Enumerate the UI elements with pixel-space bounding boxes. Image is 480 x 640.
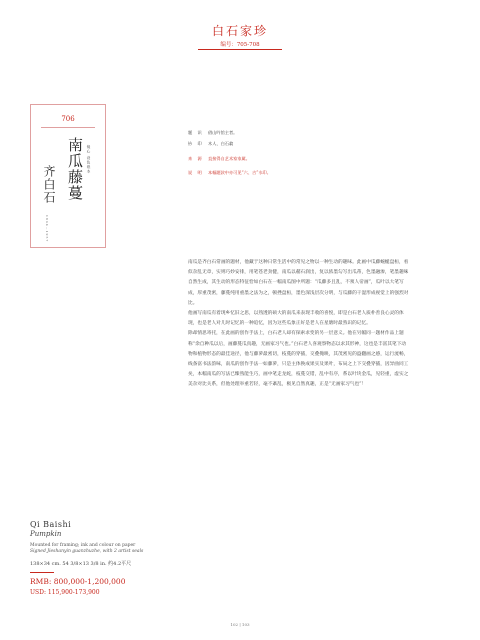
essay-paragraph: 他画写南瓜有着现乡忆旧之思，以熟透的硕大的南瓜来表现丰收的喜悦，即是白石老人质朴善良心灵的体现，也是老人对儿时记忆的一种追忆，因为这些瓜象正好是老人在星塘时最熟识的记忆。	[188, 311, 404, 327]
plate-dates: 1864－1957	[45, 215, 49, 243]
english-artist: Qi Baishi	[30, 520, 72, 529]
essay	[188, 258, 410, 391]
english-medium: Mounted for framing; ink and colour on paper Signed Jieshanyin guanzhuzhe, with 2 artist seals	[30, 543, 144, 554]
estimate-rule	[30, 572, 54, 573]
lot-number: 706	[61, 115, 75, 123]
plate-medium: 镜心 设色纸本	[87, 145, 91, 175]
plate-rule	[41, 127, 95, 128]
header-rule	[198, 49, 282, 50]
estimate-rmb: RMB: 800,000-1,200,000	[30, 577, 126, 586]
essay-paragraph: 南瓜是齐白石常画的题材，他藏于这种日常生活中的常见之物以一种生动的趣味。此画中瓜藤蜿蜒盘桓，看似杂乱无章，实则巧妙安排，用笔苍老劲健，南瓜以赭石润出，复以浓墨勾写出瓜蒂，色墨融渗，笔墨趣味自然生成，其生动的形态特征恰如白石在一幅南瓜图中所题：“瓜藤多且乱，不须人帝画”，瓜叶以大笔写成，厚重茂密，藤蔓纯用重墨之法为之，顿挫盘桓，墨色深浅层次分明，与瓜藤的干湿形成视觉上的强烈对比。	[188, 260, 409, 306]
header-subtitle: 编号：705-708	[220, 42, 260, 48]
meta-note: 说 明 本幅题款中亦可见“六、吉”水印。	[188, 170, 271, 175]
page-number: 102 | 103	[230, 622, 250, 627]
lot-title-plate	[30, 104, 106, 248]
meta-inscription: 题 识 借山吟馆主者。	[188, 130, 238, 135]
plate-title: 南瓜藤蔓	[66, 137, 84, 201]
meta-provenance: 来 源 直接得自艺术家家属。	[188, 156, 250, 161]
english-title: Pumpkin	[30, 530, 62, 538]
header-title: 白石家珍	[211, 24, 268, 38]
plate-artist: 齐白石	[42, 165, 56, 204]
meta-seals: 钤 印 木人、白石翁	[188, 141, 234, 146]
english-size: 138×34 cm. 54 3/8×13 3/8 in. 约4.2平尺	[30, 561, 132, 567]
essay-paragraph: 除却情思寄托，在此画的创作手法上，白石老人却有探索求变的另一层意义。他在另幅同一题材作品上题称“余自种瓜以后，画藤蔓瓜真趣，无画家习气也。”白石老人喜观察物态以求其形神，这也是丰富其笔下动物和植物形态的最佳途径，他与藤萝最密切，枝蔓的穿插，交叠掩映，其茂密见的盎翻画之感，运行流畅，线条富书法韵味，南瓜的创作手法一如藤萝，只是主体换成果实及果叶，布局之上下交叠穿插，因异曲同工矣，本幅南瓜的写法已臻熟能生巧，画中笔走龙蛇，枝蔓交错，乱中有序，系以叶块金瓜，见轻重，虚实之美杂对比关系，但他处理举重若轻，毫不紊乱，极见自然真趣，正是“无画家习气也”！	[188, 331, 409, 388]
estimate-usd: USD: 115,900-173,900	[30, 589, 100, 596]
